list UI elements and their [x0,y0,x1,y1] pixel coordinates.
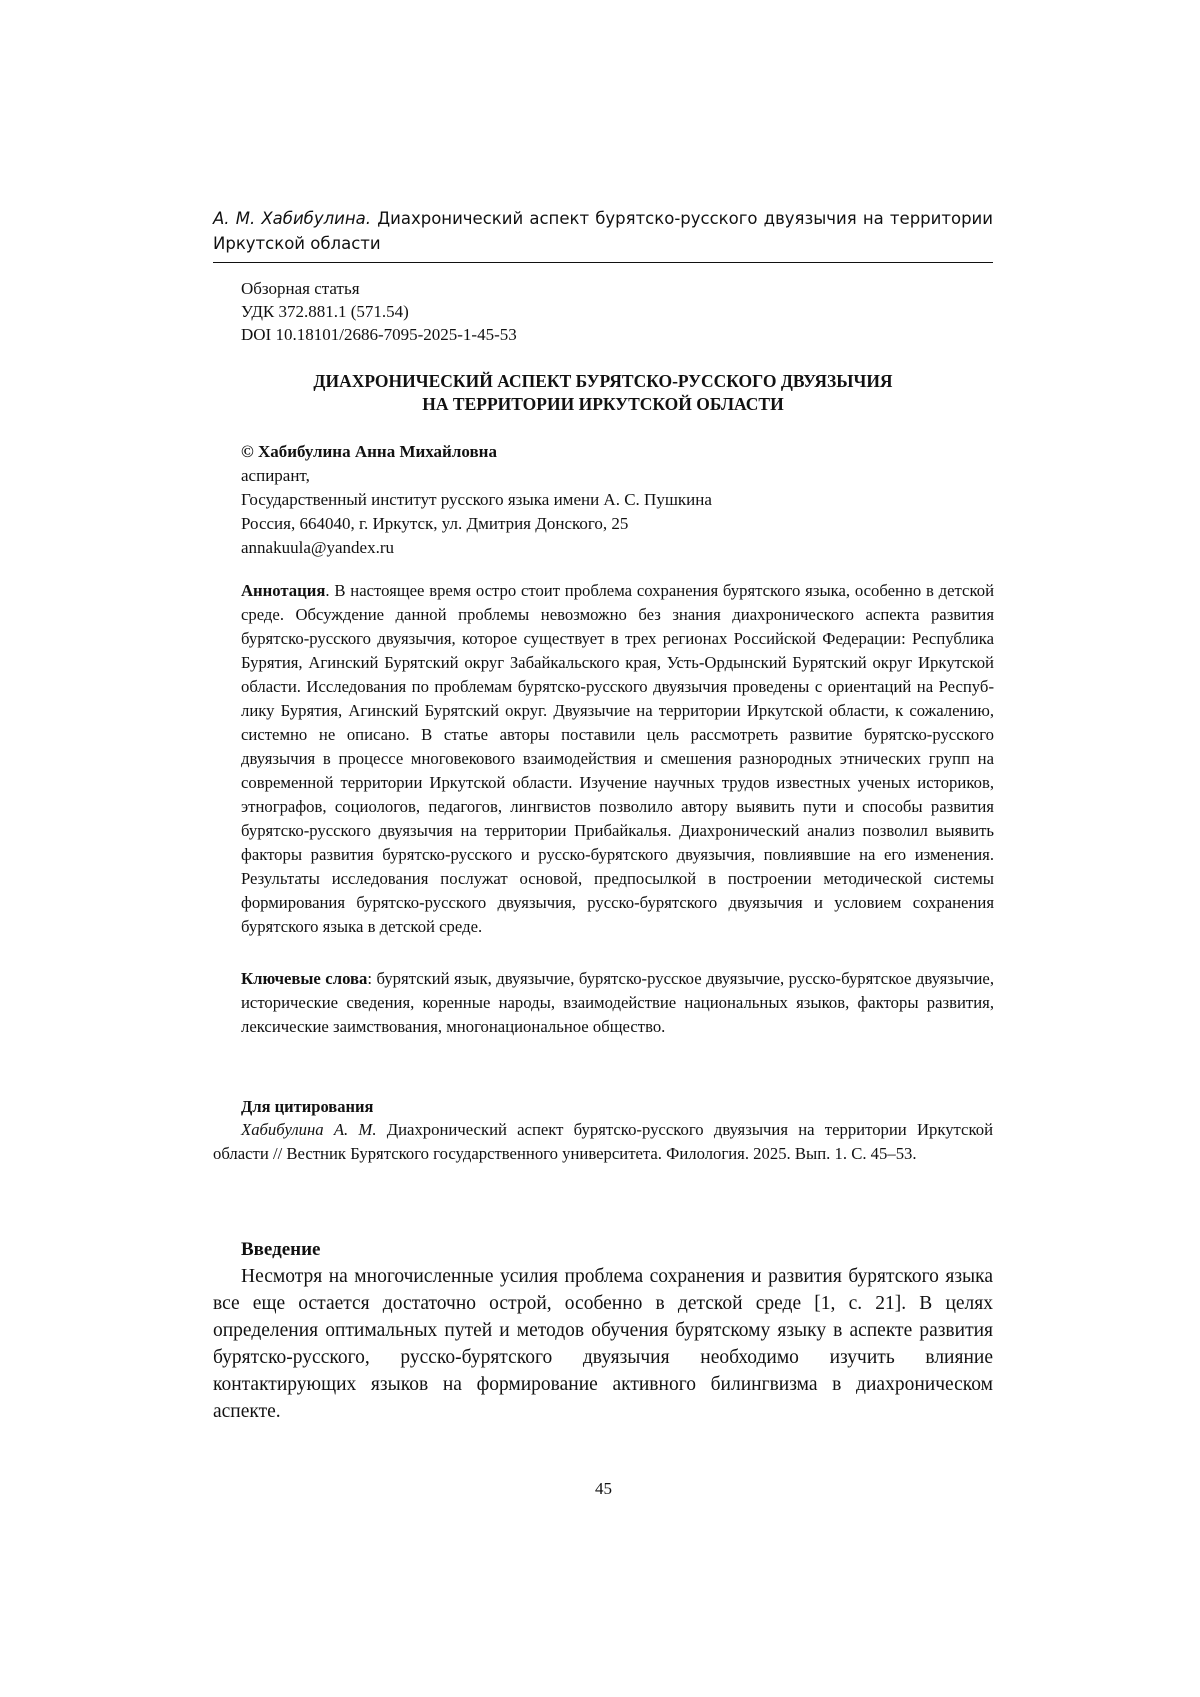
citation-body [213,1118,993,1166]
article-meta [241,277,941,346]
article-type: Обзорная статья [241,279,360,298]
author-address: Россия, 664040, г. Иркутск, ул. Дмитрия Донского, 25 [241,514,629,533]
running-header-author: А. М. Хабибулина. [213,209,372,228]
keywords-label: Ключевые слова [241,969,368,988]
keywords-text: : бурятский язык, двуязычие, бурятско-русское двуязычие, русско-бурятское двуязычие, исторические сведения, коренные народы, взаимодействие национальных языков, факторы развития, лексические заимствования, многонациональное общество. [241,969,995,1036]
keywords [241,967,994,1039]
udc-code: УДК 372.881.1 (571.54) [241,302,409,321]
author-affiliation: Государственный институт русского языка имени А. С. Пушкина [241,490,712,509]
author-name: © Хабибулина Анна Михайловна [241,442,497,461]
introduction-text: Несмотря на многочисленные усилия проблема сохранения и развития бурятского языка все еще остается достаточно острой, особенно в детской среде [1, с. 21]. В целях определения оптимальных путей и методов обучения бурятскому языку в аспекте развития бурятско-русского, русско-бурятского двуязычия необходимо изучить влияние контактирующих языков на формирование активного билингвизма в диахроническом аспекте. [213,1266,993,1422]
citation-author: Хабибулина А. М. [241,1120,377,1139]
abstract [241,579,994,939]
abstract-text: . В настоящее время остро стоит проблема сохранения бурятского языка, особенно в детской среде. Обсуждение данной проблемы невозможно без знания диахронического аспекта развития бурятско-русского двуязычия, которое существует в трех регионах Российской Федерации: Республика Бурятия, Агинский Бурятский округ Забайкальского края, Усть-Ордынский Бурятский округ Иркутской области. Исследования по проблемам бурятско-русского двуязычия проведены с ориентаций на Республику Бурятия, Агинский Бурятский округ. Двуязычие на территории Иркутской области, к сожалению, системно не описано. В статье авторы поставили цель рассмотреть развитие бурятско-русского двуязычия в процессе многовекового взаимодействия и смешения разнородных этнических групп на современной территории Иркутской области. Изучение научных трудов известных ученых историков, этнографов, социологов, педагогов, лингвистов позволило автору выявить пути и способы развития бурятско-русского двуязычия на территории Прибайкалья. Диахронический анализ позволил выявить факторы развития бурятско-русского и русско-бурятского двуязычия, повлиявшие на его изменения. Результаты исследования послужат основой, предпосылкой в построении методической системы формирования бурятско-русского двуязычия, русско-бурятского двуязычия и условием сохранения бурятского языка в детской среде. [241,581,994,936]
article-title-line-2: НА ТЕРРИТОРИИ ИРКУТСКОЙ ОБЛАСТИ [422,394,784,414]
citation-heading: Для цитирования [241,1097,374,1116]
author-position: аспирант, [241,466,310,485]
citation-text: Диахронический аспект бурятско-русского двуязычия на территории Иркутской области // Вестник Бурятского государственного университета. Филология. 2025. Вып. 1. С. 45–53. [213,1120,993,1163]
abstract-label: Аннотация [241,581,326,600]
introduction-heading: Введение [241,1239,321,1260]
article-title [213,370,993,416]
running-header [213,206,993,256]
author-block [241,440,991,560]
page-number: 45 [595,1479,612,1498]
header-divider [213,262,993,263]
running-header-title: Диахронический аспект бурятско-русского двуязычия на территории Иркутской области [213,209,993,253]
author-email: annakuula@yandex.ru [241,538,395,557]
doi: DOI 10.18101/2686-7095-2025-1-45-53 [241,325,517,344]
article-title-line-1: ДИАХРОНИЧЕСКИЙ АСПЕКТ БУРЯТСКО-РУССКОГО ДВУЯЗЫЧИЯ [313,371,893,391]
